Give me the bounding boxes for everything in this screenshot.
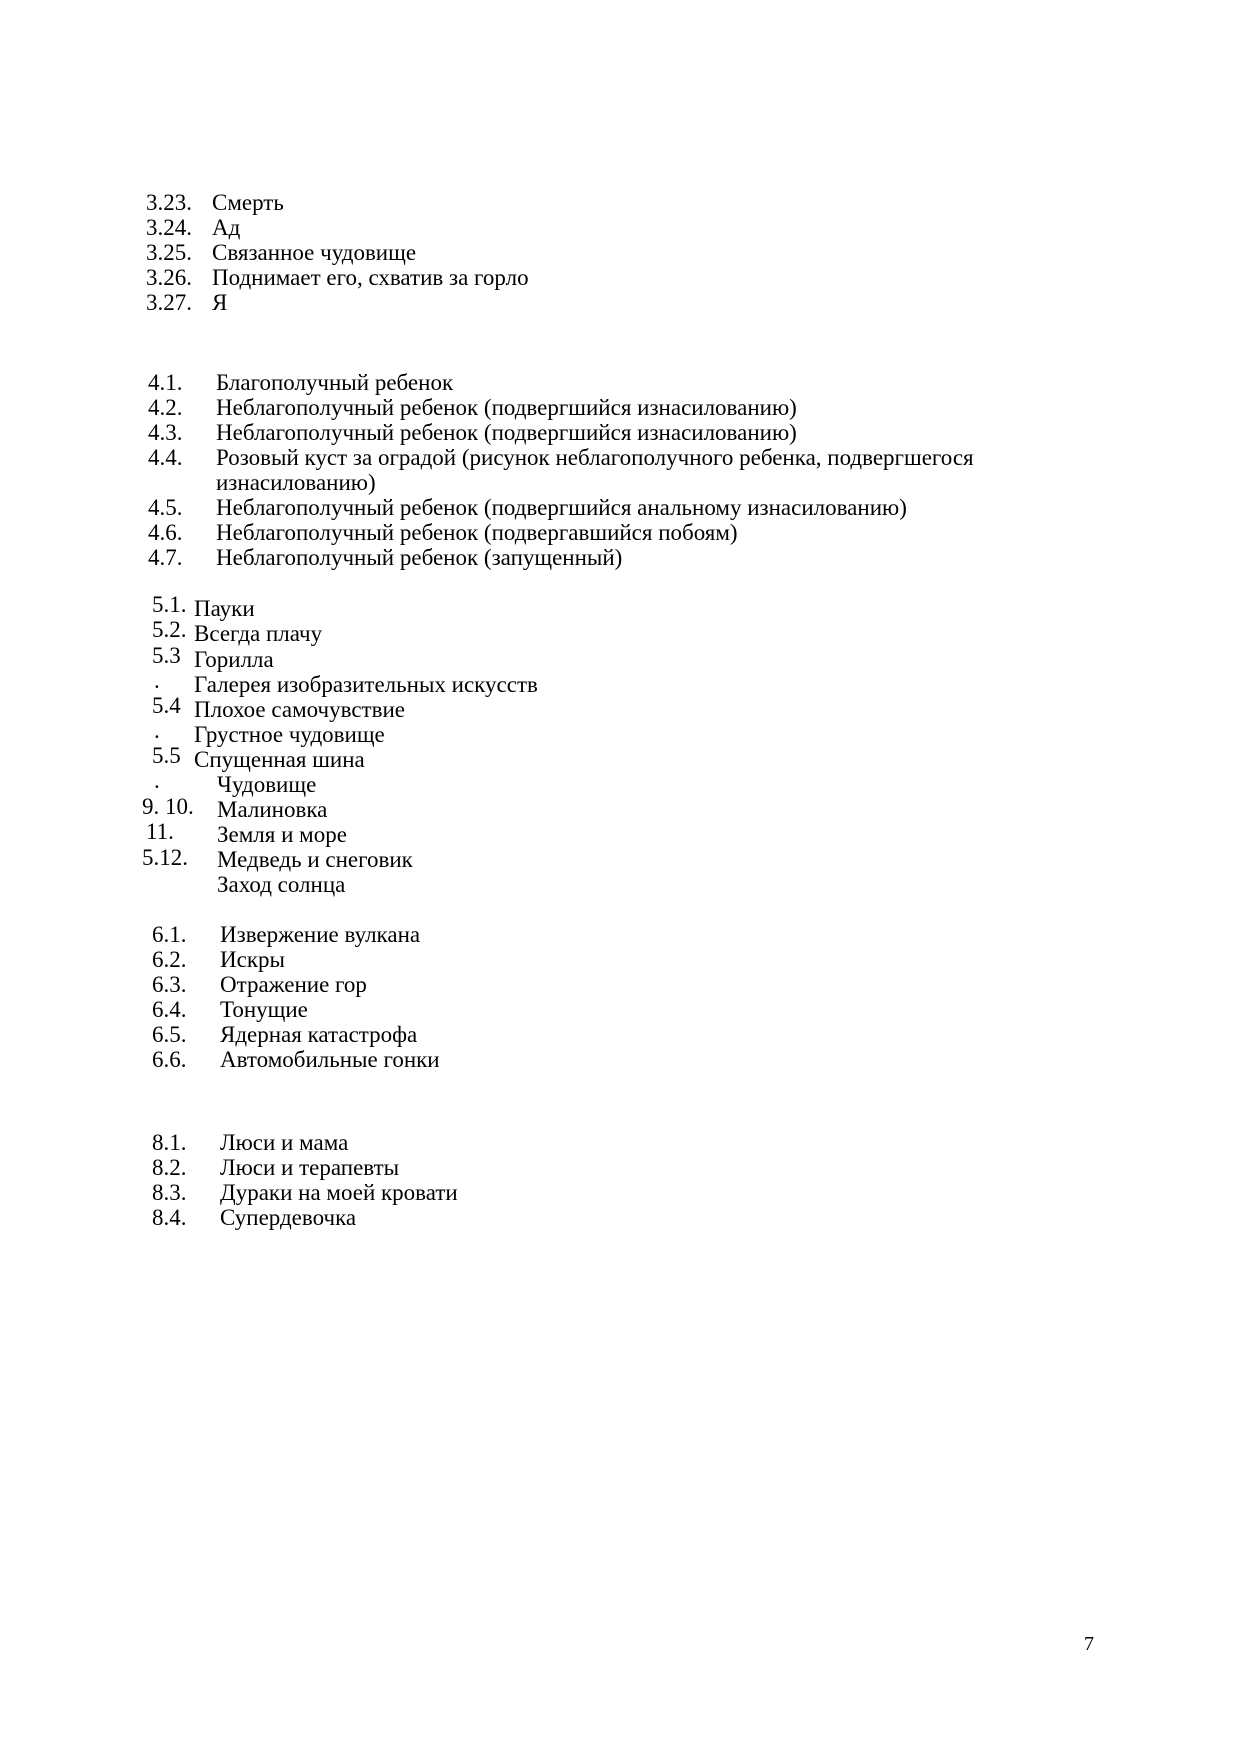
item-number: 4.4. bbox=[148, 445, 183, 470]
item-text: Неблагополучный ребенок (подвергавшийся побоям) bbox=[216, 520, 738, 545]
item-number: 3.26. bbox=[146, 265, 192, 290]
item-text: Тонущие bbox=[220, 997, 308, 1022]
item-text: Земля и море bbox=[217, 822, 347, 847]
item-text: Плохое самочувствие bbox=[194, 697, 405, 722]
item-number: 3.24. bbox=[146, 215, 192, 240]
item-text: Всегда плачу bbox=[194, 621, 323, 646]
item-number: 5.2. bbox=[152, 617, 187, 642]
item-text: Галерея изобразительных искусств bbox=[194, 672, 538, 697]
item-number: 5.3 bbox=[152, 643, 181, 668]
item-text: Автомобильные гонки bbox=[220, 1047, 440, 1072]
item-number: 4.2. bbox=[148, 395, 183, 420]
item-text: Извержение вулкана bbox=[220, 922, 421, 947]
item-number: 3.23. bbox=[146, 190, 192, 215]
item-number: 4.7. bbox=[148, 545, 183, 570]
item-number: 5.1. bbox=[152, 592, 187, 617]
item-number: 6.1. bbox=[152, 922, 187, 947]
item-text: Чудовище bbox=[217, 772, 317, 797]
item-text: Горилла bbox=[194, 647, 274, 672]
item-text: Неблагополучный ребенок (подвергшийся анальному изнасилованию) bbox=[216, 495, 907, 520]
item-number: 8.4. bbox=[152, 1205, 187, 1230]
item-text: Неблагополучный ребенок (запущенный) bbox=[216, 545, 623, 570]
item-number: 8.1. bbox=[152, 1130, 187, 1155]
item-number: 5.4 bbox=[152, 693, 181, 718]
item-text: Розовый куст за оградой (рисунок неблагополучного ребенка, подвергшегося bbox=[216, 445, 974, 470]
item-number: 6.2. bbox=[152, 947, 187, 972]
item-text: Я bbox=[212, 290, 228, 315]
item-number: 6.5. bbox=[152, 1022, 187, 1047]
item-number: . bbox=[154, 768, 160, 793]
item-text: Заход солнца bbox=[217, 872, 346, 897]
item-text: Люси и терапевты bbox=[220, 1155, 400, 1180]
item-text: Супердевочка bbox=[220, 1205, 357, 1230]
item-text: Благополучный ребенок bbox=[216, 370, 454, 395]
item-number: 4.5. bbox=[148, 495, 183, 520]
item-number: . bbox=[154, 718, 160, 743]
item-text: Отражение гор bbox=[220, 972, 367, 997]
item-text: Неблагополучный ребенок (подвергшийся изнасилованию) bbox=[216, 395, 797, 420]
item-text: Медведь и снеговик bbox=[217, 847, 413, 872]
item-number: 11. bbox=[146, 819, 174, 844]
item-number: 6.4. bbox=[152, 997, 187, 1022]
item-number: 3.27. bbox=[146, 290, 192, 315]
item-text: Пауки bbox=[194, 596, 255, 621]
item-number: 5.12. bbox=[142, 845, 188, 870]
item-number: 4.1. bbox=[148, 370, 183, 395]
item-number: 8.2. bbox=[152, 1155, 187, 1180]
item-text: Связанное чудовище bbox=[212, 240, 417, 265]
item-text: Грустное чудовище bbox=[194, 722, 385, 747]
item-number: 3.25. bbox=[146, 240, 192, 265]
item-number: 5.5 bbox=[152, 743, 181, 768]
item-number: 9. 10. bbox=[142, 794, 194, 819]
item-number: 4.6. bbox=[148, 520, 183, 545]
item-text: Смерть bbox=[212, 190, 284, 215]
item-text: Ядерная катастрофа bbox=[220, 1022, 418, 1047]
page-number: 7 bbox=[1084, 1633, 1094, 1655]
item-number: 8.3. bbox=[152, 1180, 187, 1205]
item-text-continuation: изнасилованию) bbox=[216, 470, 376, 495]
item-number: 4.3. bbox=[148, 420, 183, 445]
item-text: Ад bbox=[212, 215, 241, 240]
item-text: Малиновка bbox=[217, 797, 328, 822]
item-text: Неблагополучный ребенок (подвергшийся изнасилованию) bbox=[216, 420, 797, 445]
item-number: . bbox=[154, 668, 160, 693]
item-text: Спущенная шина bbox=[194, 747, 365, 772]
item-text: Дураки на моей кровати bbox=[220, 1180, 458, 1205]
item-number: 6.6. bbox=[152, 1047, 187, 1072]
item-number: 6.3. bbox=[152, 972, 187, 997]
item-text: Поднимает его, схватив за горло bbox=[212, 265, 529, 290]
item-text: Искры bbox=[220, 947, 285, 972]
item-text: Люси и мама bbox=[220, 1130, 349, 1155]
